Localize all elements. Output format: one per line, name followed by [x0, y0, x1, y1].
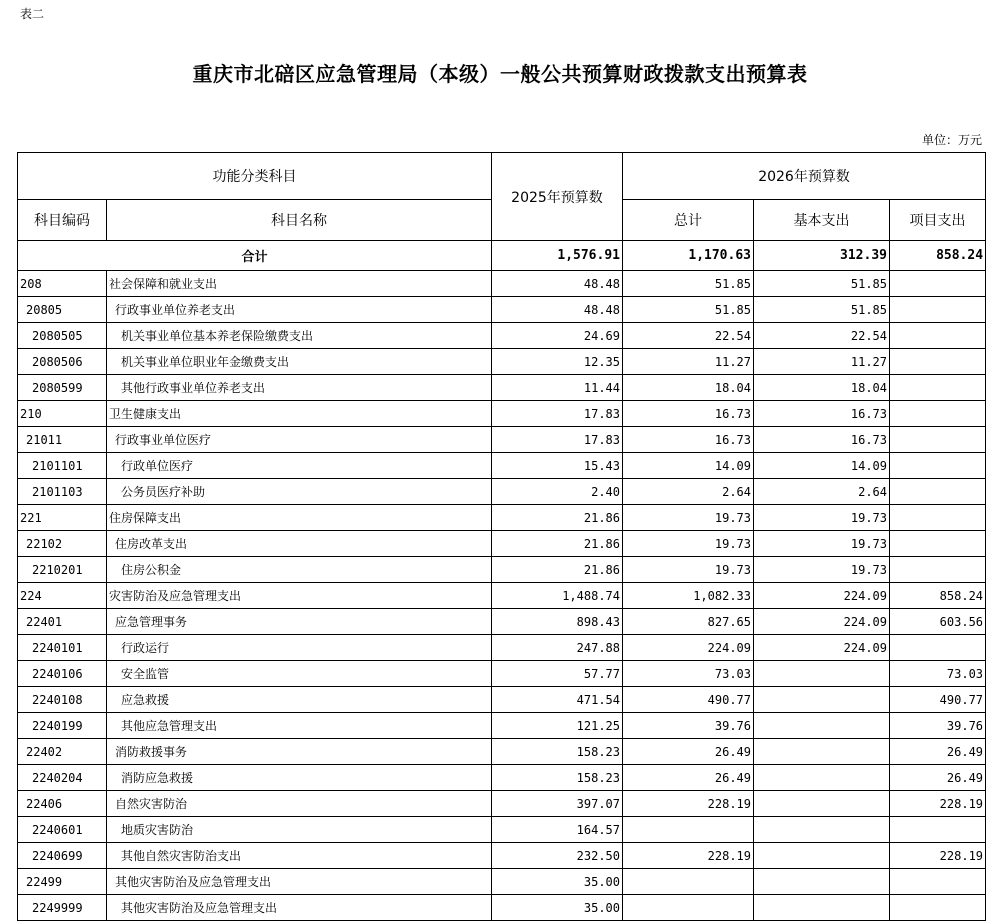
b2025-cell: 12.35 [492, 349, 623, 375]
table-row [18, 817, 986, 843]
header-func-class: 功能分类科目 [18, 153, 492, 200]
total-cell [623, 895, 754, 921]
project-cell [890, 349, 986, 375]
code-cell: 2080505 [18, 323, 107, 349]
table-row [18, 557, 986, 583]
basic-cell: 16.73 [754, 401, 890, 427]
total-cell: 73.03 [623, 661, 754, 687]
total-cell: 2.64 [623, 479, 754, 505]
b2025-cell: 21.86 [492, 505, 623, 531]
code-cell: 22499 [18, 869, 107, 895]
header-total: 总计 [623, 200, 754, 241]
project-cell [890, 271, 986, 297]
code-cell: 2240601 [18, 817, 107, 843]
code-cell: 208 [18, 271, 107, 297]
name-cell: 灾害防治及应急管理支出 [107, 583, 492, 609]
total-cell: 228.19 [623, 843, 754, 869]
code-cell: 2080506 [18, 349, 107, 375]
project-cell [890, 869, 986, 895]
total-cell: 16.73 [623, 427, 754, 453]
b2025-cell: 24.69 [492, 323, 623, 349]
project-cell: 490.77 [890, 687, 986, 713]
basic-cell [754, 817, 890, 843]
unit-label: 单位：万元 [921, 133, 982, 147]
basic-cell: 2.64 [754, 479, 890, 505]
name-cell: 地质灾害防治 [107, 817, 492, 843]
total-cell [623, 869, 754, 895]
project-cell: 228.19 [890, 791, 986, 817]
table-row [18, 895, 986, 921]
basic-cell: 16.73 [754, 427, 890, 453]
project-cell [890, 401, 986, 427]
code-cell: 2080599 [18, 375, 107, 401]
code-cell: 21011 [18, 427, 107, 453]
project-cell [890, 297, 986, 323]
table-row [18, 609, 986, 635]
code-cell: 2101103 [18, 479, 107, 505]
b2025-cell: 397.07 [492, 791, 623, 817]
basic-cell [754, 791, 890, 817]
b2025-cell: 17.83 [492, 427, 623, 453]
total-cell: 827.65 [623, 609, 754, 635]
table-row [18, 323, 986, 349]
basic-cell [754, 687, 890, 713]
project-cell: 858.24 [890, 583, 986, 609]
header-name: 科目名称 [107, 200, 492, 241]
total-cell: 228.19 [623, 791, 754, 817]
total-label: 合计 [18, 241, 492, 271]
total-cell: 1,082.33 [623, 583, 754, 609]
b2025-cell: 48.48 [492, 297, 623, 323]
b2025-cell: 158.23 [492, 739, 623, 765]
code-cell: 224 [18, 583, 107, 609]
project-cell [890, 375, 986, 401]
b2025-cell: 247.88 [492, 635, 623, 661]
total-b2025: 1,576.91 [492, 241, 623, 271]
table-row [18, 713, 986, 739]
table-row [18, 765, 986, 791]
basic-cell [754, 869, 890, 895]
basic-cell [754, 765, 890, 791]
name-cell: 消防应急救援 [107, 765, 492, 791]
budget-table [17, 152, 986, 921]
table-row [18, 271, 986, 297]
table-tag: 表二 [20, 7, 45, 21]
table-row [18, 739, 986, 765]
header-code: 科目编码 [18, 200, 107, 241]
code-cell: 20805 [18, 297, 107, 323]
total-cell: 11.27 [623, 349, 754, 375]
name-cell: 行政运行 [107, 635, 492, 661]
b2025-cell: 232.50 [492, 843, 623, 869]
header-basic: 基本支出 [754, 200, 890, 241]
basic-cell: 224.09 [754, 583, 890, 609]
table-row [18, 297, 986, 323]
name-cell: 其他应急管理支出 [107, 713, 492, 739]
project-cell: 26.49 [890, 739, 986, 765]
basic-cell: 14.09 [754, 453, 890, 479]
code-cell: 2240199 [18, 713, 107, 739]
total-cell: 51.85 [623, 271, 754, 297]
b2025-cell: 11.44 [492, 375, 623, 401]
header-project: 项目支出 [890, 200, 986, 241]
name-cell: 自然灾害防治 [107, 791, 492, 817]
basic-cell: 22.54 [754, 323, 890, 349]
header-budget-2025: 2025年预算数 [492, 153, 623, 241]
name-cell: 其他灾害防治及应急管理支出 [107, 869, 492, 895]
name-cell: 其他自然灾害防治支出 [107, 843, 492, 869]
total-total: 1,170.63 [623, 241, 754, 271]
table-row [18, 661, 986, 687]
total-cell: 19.73 [623, 505, 754, 531]
project-cell: 228.19 [890, 843, 986, 869]
name-cell: 机关事业单位职业年金缴费支出 [107, 349, 492, 375]
total-cell: 14.09 [623, 453, 754, 479]
b2025-cell: 21.86 [492, 531, 623, 557]
basic-cell: 19.73 [754, 531, 890, 557]
project-cell [890, 479, 986, 505]
table-row [18, 401, 986, 427]
basic-cell [754, 713, 890, 739]
table-row [18, 687, 986, 713]
b2025-cell: 35.00 [492, 895, 623, 921]
name-cell: 消防救援事务 [107, 739, 492, 765]
code-cell: 2249999 [18, 895, 107, 921]
name-cell: 社会保障和就业支出 [107, 271, 492, 297]
basic-cell: 19.73 [754, 505, 890, 531]
basic-cell: 19.73 [754, 557, 890, 583]
name-cell: 住房改革支出 [107, 531, 492, 557]
basic-cell: 51.85 [754, 297, 890, 323]
name-cell: 公务员医疗补助 [107, 479, 492, 505]
project-cell: 26.49 [890, 765, 986, 791]
code-cell: 221 [18, 505, 107, 531]
basic-cell [754, 895, 890, 921]
b2025-cell: 121.25 [492, 713, 623, 739]
total-cell: 224.09 [623, 635, 754, 661]
basic-cell: 224.09 [754, 635, 890, 661]
basic-cell [754, 739, 890, 765]
b2025-cell: 35.00 [492, 869, 623, 895]
b2025-cell: 2.40 [492, 479, 623, 505]
project-cell [890, 635, 986, 661]
total-basic: 312.39 [754, 241, 890, 271]
name-cell: 机关事业单位基本养老保险缴费支出 [107, 323, 492, 349]
total-cell: 19.73 [623, 531, 754, 557]
table-row [18, 843, 986, 869]
table-row [18, 453, 986, 479]
project-cell: 603.56 [890, 609, 986, 635]
total-cell [623, 817, 754, 843]
total-cell: 26.49 [623, 765, 754, 791]
project-cell [890, 557, 986, 583]
table-row [18, 635, 986, 661]
table-row [18, 583, 986, 609]
table-row [18, 479, 986, 505]
name-cell: 住房公积金 [107, 557, 492, 583]
total-cell: 26.49 [623, 739, 754, 765]
name-cell: 安全监管 [107, 661, 492, 687]
name-cell: 其他行政事业单位养老支出 [107, 375, 492, 401]
basic-cell [754, 661, 890, 687]
header-budget-2026: 2026年预算数 [623, 153, 986, 200]
total-cell: 22.54 [623, 323, 754, 349]
project-cell [890, 895, 986, 921]
project-cell [890, 427, 986, 453]
code-cell: 2240106 [18, 661, 107, 687]
code-cell: 2101101 [18, 453, 107, 479]
basic-cell: 11.27 [754, 349, 890, 375]
total-cell: 19.73 [623, 557, 754, 583]
table-row [18, 791, 986, 817]
b2025-cell: 21.86 [492, 557, 623, 583]
total-project: 858.24 [890, 241, 986, 271]
name-cell: 应急管理事务 [107, 609, 492, 635]
table-row [18, 349, 986, 375]
total-cell: 490.77 [623, 687, 754, 713]
table-row [18, 427, 986, 453]
code-cell: 22402 [18, 739, 107, 765]
name-cell: 行政单位医疗 [107, 453, 492, 479]
name-cell: 其他灾害防治及应急管理支出 [107, 895, 492, 921]
b2025-cell: 57.77 [492, 661, 623, 687]
project-cell [890, 505, 986, 531]
page-title: 重庆市北碚区应急管理局（本级）一般公共预算财政拨款支出预算表 [192, 62, 808, 86]
name-cell: 卫生健康支出 [107, 401, 492, 427]
total-row [18, 241, 986, 271]
code-cell: 210 [18, 401, 107, 427]
name-cell: 住房保障支出 [107, 505, 492, 531]
b2025-cell: 471.54 [492, 687, 623, 713]
basic-cell: 224.09 [754, 609, 890, 635]
project-cell: 39.76 [890, 713, 986, 739]
basic-cell [754, 843, 890, 869]
project-cell [890, 323, 986, 349]
b2025-cell: 48.48 [492, 271, 623, 297]
b2025-cell: 15.43 [492, 453, 623, 479]
project-cell: 73.03 [890, 661, 986, 687]
code-cell: 2240108 [18, 687, 107, 713]
total-cell: 18.04 [623, 375, 754, 401]
project-cell [890, 531, 986, 557]
code-cell: 2240699 [18, 843, 107, 869]
code-cell: 2240101 [18, 635, 107, 661]
code-cell: 22401 [18, 609, 107, 635]
b2025-cell: 1,488.74 [492, 583, 623, 609]
table-row [18, 531, 986, 557]
b2025-cell: 158.23 [492, 765, 623, 791]
table-row [18, 505, 986, 531]
total-cell: 51.85 [623, 297, 754, 323]
project-cell [890, 453, 986, 479]
code-cell: 2240204 [18, 765, 107, 791]
table-row [18, 375, 986, 401]
code-cell: 22406 [18, 791, 107, 817]
basic-cell: 18.04 [754, 375, 890, 401]
b2025-cell: 17.83 [492, 401, 623, 427]
code-cell: 2210201 [18, 557, 107, 583]
basic-cell: 51.85 [754, 271, 890, 297]
name-cell: 行政事业单位医疗 [107, 427, 492, 453]
total-cell: 16.73 [623, 401, 754, 427]
b2025-cell: 898.43 [492, 609, 623, 635]
project-cell [890, 817, 986, 843]
table-row [18, 869, 986, 895]
name-cell: 应急救援 [107, 687, 492, 713]
total-cell: 39.76 [623, 713, 754, 739]
b2025-cell: 164.57 [492, 817, 623, 843]
code-cell: 22102 [18, 531, 107, 557]
name-cell: 行政事业单位养老支出 [107, 297, 492, 323]
